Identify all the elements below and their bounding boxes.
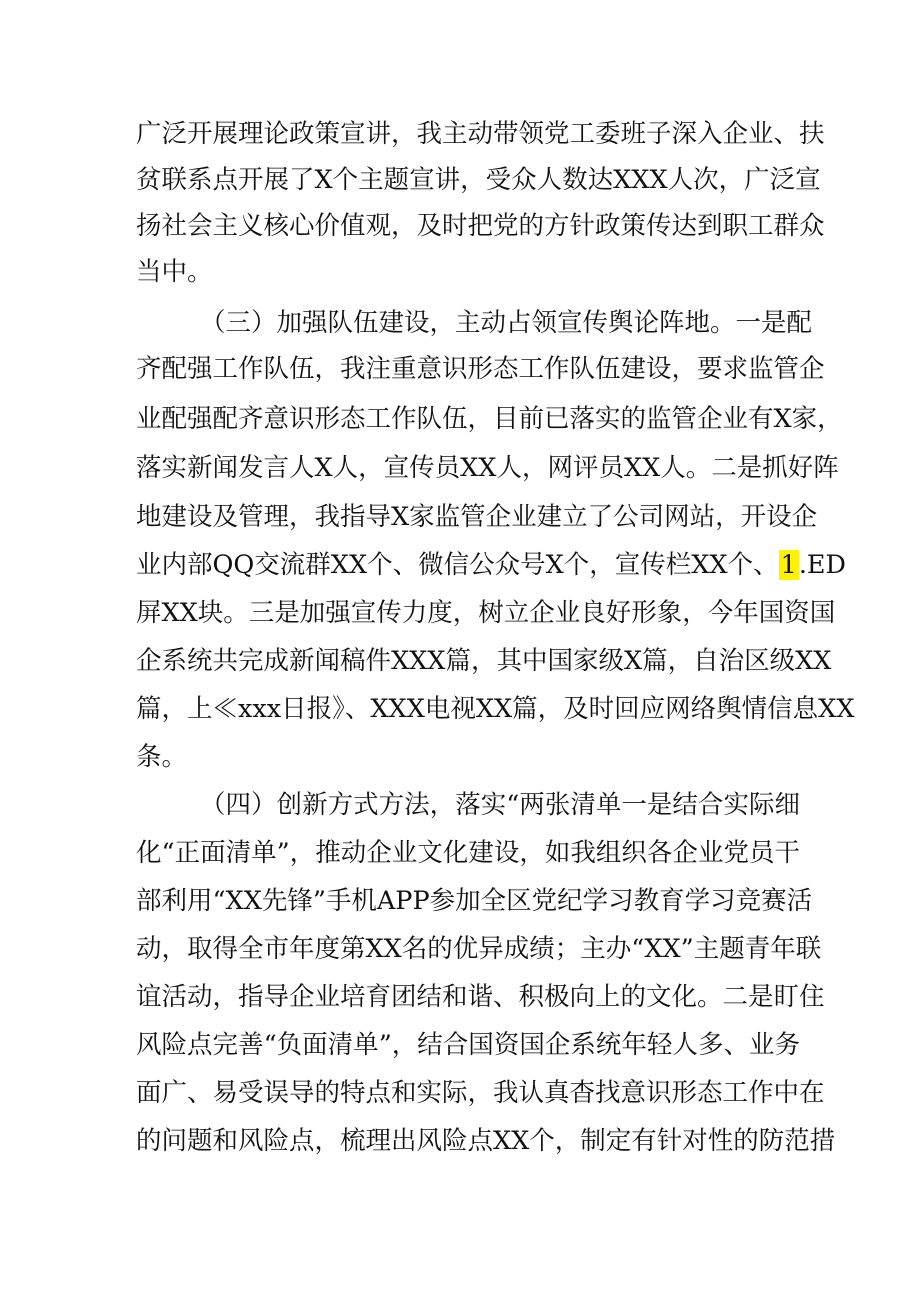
text-line: 化“正面清单”，推动企业文化建设，如我组织各企业党员干 <box>136 838 800 868</box>
text-line: 谊活动，指导企业培育团结和谐、积极向上的文化。二是盯住 <box>136 982 825 1012</box>
text-segment: 业内部QQ交流群XX个、微信公众号X个，宣传栏XX个、 <box>136 550 779 580</box>
highlighted-text: 1 <box>780 550 797 580</box>
paragraph-heading-line: （三）加强队伍建设，主动占领宣传舆论阵地。一是配 <box>200 308 813 338</box>
text-line-with-highlight <box>136 542 846 588</box>
text-line: 部利用“XX先锋”手机APP参加全区党纪学习教育学习竞赛活 <box>136 886 813 916</box>
text-line: 企系统共完成新闻稿件XXX篇，其中国家级X篇，自治区级XX <box>136 646 832 676</box>
text-line: 条。 <box>136 742 188 772</box>
text-line: 落实新闻发言人X人，宣传员XX人，网评员XX人。二是抓好阵 <box>136 453 839 483</box>
text-line: 地建设及管理，我指导X家监管企业建立了公司网站，开设企 <box>136 502 818 532</box>
text-line: 齐配强工作队伍，我注重意识形态工作队伍建设，要求监管企 <box>136 354 825 384</box>
text-line: 的问题和风险点，梳理出风险点XX个，制定有针对性的防范措 <box>136 1126 836 1156</box>
text-line: 贫联系点开展了X个主题宣讲，受众人数达XXX人次，广泛宣 <box>136 165 821 195</box>
text-line: 风险点完善“负面清单”，结合国资国企系统年轻人多、业务 <box>136 1030 800 1060</box>
text-segment: .ED <box>798 550 846 580</box>
text-line: 屏XX块。三是加强宣传力度，树立企业良好形象，今年国资国 <box>136 598 836 628</box>
text-line: 广泛开展理论政策宣讲，我主动带领党工委班子深入企业、扶 <box>136 119 825 149</box>
paragraph-heading-line: （四）创新方式方法，落实“两张清单一是结合实际细 <box>200 790 800 820</box>
text-line: 篇，上≪xxx日报》、XXX电视XX篇，及时回应网络舆情信息XX <box>136 694 855 724</box>
text-line: 扬社会主义核心价值观，及时把党的方针政策传达到职工群众 <box>136 211 825 241</box>
text-line: 面广、易受误导的特点和实际，我认真杳找意识形态工作中在 <box>136 1078 825 1108</box>
text-line: 业配强配齐意识形态工作队伍，目前已落实的监管企业有X家， <box>136 404 843 434</box>
text-line: 当中。 <box>136 257 213 287</box>
text-line: 动，取得全市年度第XX名的优异成绩；主办“XX”主题青年联 <box>136 934 822 964</box>
